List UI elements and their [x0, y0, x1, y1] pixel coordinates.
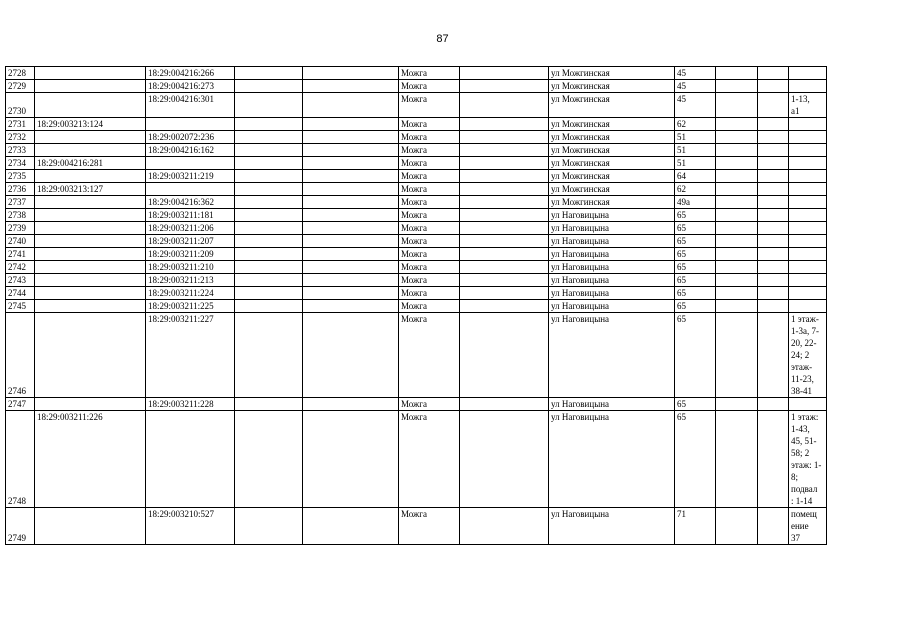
col-d [303, 67, 399, 80]
col-d [303, 235, 399, 248]
cadastral-number-b [146, 183, 235, 196]
street: ул Наговицына [549, 300, 675, 313]
house-number: 49а [675, 196, 716, 209]
col-i [716, 183, 758, 196]
cadastral-table [5, 66, 827, 545]
premises [789, 131, 827, 144]
col-f [460, 157, 549, 170]
col-c [235, 196, 303, 209]
house-number: 45 [675, 67, 716, 80]
col-f [460, 209, 549, 222]
house-number: 62 [675, 118, 716, 131]
col-d [303, 261, 399, 274]
house-number: 45 [675, 80, 716, 93]
col-j [758, 209, 789, 222]
col-d [303, 209, 399, 222]
col-i [716, 170, 758, 183]
col-j [758, 118, 789, 131]
cadastral-number-a: 18:29:003211:226 [35, 411, 146, 508]
col-f [460, 67, 549, 80]
row-number: 2744 [6, 287, 35, 300]
col-d [303, 222, 399, 235]
cadastral-number-b: 18:29:003211:181 [146, 209, 235, 222]
table-row [6, 398, 827, 411]
col-c [235, 398, 303, 411]
house-number: 65 [675, 261, 716, 274]
table-body [6, 67, 827, 545]
street: ул Можгинская [549, 93, 675, 118]
house-number: 65 [675, 411, 716, 508]
table-row [6, 170, 827, 183]
col-d [303, 248, 399, 261]
city: Можга [399, 287, 460, 300]
col-d [303, 131, 399, 144]
city: Можга [399, 235, 460, 248]
col-c [235, 131, 303, 144]
cadastral-number-b: 18:29:002072:236 [146, 131, 235, 144]
row-number: 2733 [6, 144, 35, 157]
col-c [235, 183, 303, 196]
house-number: 65 [675, 248, 716, 261]
row-number: 2734 [6, 157, 35, 170]
street: ул Можгинская [549, 67, 675, 80]
premises [789, 118, 827, 131]
row-number: 2743 [6, 274, 35, 287]
row-number: 2746 [6, 313, 35, 398]
col-j [758, 313, 789, 398]
table-row [6, 287, 827, 300]
col-d [303, 170, 399, 183]
col-i [716, 508, 758, 545]
cadastral-number-a [35, 170, 146, 183]
house-number: 45 [675, 93, 716, 118]
cadastral-number-a [35, 144, 146, 157]
cadastral-number-b: 18:29:003210:527 [146, 508, 235, 545]
col-c [235, 300, 303, 313]
row-number: 2745 [6, 300, 35, 313]
cadastral-number-a [35, 80, 146, 93]
col-d [303, 287, 399, 300]
col-d [303, 300, 399, 313]
city: Можга [399, 131, 460, 144]
city: Можга [399, 170, 460, 183]
row-number: 2736 [6, 183, 35, 196]
col-i [716, 157, 758, 170]
cadastral-number-b: 18:29:003211:224 [146, 287, 235, 300]
cadastral-number-a [35, 67, 146, 80]
street: ул Наговицына [549, 274, 675, 287]
cadastral-number-a [35, 196, 146, 209]
table-row [6, 274, 827, 287]
row-number: 2737 [6, 196, 35, 209]
street: ул Можгинская [549, 118, 675, 131]
col-f [460, 183, 549, 196]
col-f [460, 411, 549, 508]
col-i [716, 287, 758, 300]
col-c [235, 209, 303, 222]
col-j [758, 248, 789, 261]
cadastral-number-a: 18:29:003213:127 [35, 183, 146, 196]
house-number: 65 [675, 274, 716, 287]
cadastral-number-a [35, 313, 146, 398]
col-f [460, 248, 549, 261]
col-f [460, 131, 549, 144]
street: ул Наговицына [549, 398, 675, 411]
col-d [303, 80, 399, 93]
col-d [303, 157, 399, 170]
city: Можга [399, 157, 460, 170]
row-number: 2731 [6, 118, 35, 131]
table-row [6, 118, 827, 131]
cadastral-number-b: 18:29:003211:210 [146, 261, 235, 274]
street: ул Наговицына [549, 313, 675, 398]
col-c [235, 287, 303, 300]
row-number: 2741 [6, 248, 35, 261]
col-j [758, 274, 789, 287]
premises [789, 170, 827, 183]
cadastral-number-b: 18:29:004216:273 [146, 80, 235, 93]
row-number: 2747 [6, 398, 35, 411]
col-c [235, 118, 303, 131]
house-number: 51 [675, 144, 716, 157]
col-f [460, 235, 549, 248]
city: Можга [399, 398, 460, 411]
street: ул Наговицына [549, 248, 675, 261]
cadastral-number-b: 18:29:003211:219 [146, 170, 235, 183]
house-number: 65 [675, 300, 716, 313]
house-number: 65 [675, 398, 716, 411]
cadastral-number-b: 18:29:003211:207 [146, 235, 235, 248]
col-i [716, 222, 758, 235]
col-f [460, 313, 549, 398]
table-row [6, 261, 827, 274]
row-number: 2748 [6, 411, 35, 508]
premises: 1 этаж- 1-3а, 7- 20, 22- 24; 2 этаж- 11-23, 38-41 [789, 313, 827, 398]
cadastral-number-a [35, 508, 146, 545]
premises [789, 398, 827, 411]
col-i [716, 411, 758, 508]
row-number: 2732 [6, 131, 35, 144]
city: Можга [399, 274, 460, 287]
col-c [235, 508, 303, 545]
house-number: 71 [675, 508, 716, 545]
cadastral-number-b [146, 118, 235, 131]
table-row [6, 300, 827, 313]
premises [789, 274, 827, 287]
table-row [6, 80, 827, 93]
cadastral-number-b: 18:29:003211:213 [146, 274, 235, 287]
col-d [303, 196, 399, 209]
col-d [303, 118, 399, 131]
col-c [235, 235, 303, 248]
city: Можга [399, 411, 460, 508]
col-f [460, 80, 549, 93]
col-j [758, 67, 789, 80]
house-number: 65 [675, 235, 716, 248]
col-c [235, 222, 303, 235]
cadastral-number-a [35, 209, 146, 222]
street: ул Можгинская [549, 183, 675, 196]
premises: помещ ение 37 [789, 508, 827, 545]
cadastral-number-a [35, 235, 146, 248]
table-row [6, 144, 827, 157]
col-f [460, 261, 549, 274]
premises [789, 248, 827, 261]
col-c [235, 80, 303, 93]
house-number: 51 [675, 131, 716, 144]
cadastral-number-a [35, 300, 146, 313]
table-row [6, 209, 827, 222]
col-j [758, 131, 789, 144]
premises [789, 80, 827, 93]
city: Можга [399, 118, 460, 131]
col-d [303, 274, 399, 287]
col-j [758, 170, 789, 183]
col-i [716, 209, 758, 222]
premises [789, 144, 827, 157]
table-row [6, 157, 827, 170]
col-c [235, 93, 303, 118]
col-j [758, 183, 789, 196]
col-d [303, 93, 399, 118]
premises [789, 157, 827, 170]
col-f [460, 222, 549, 235]
col-d [303, 411, 399, 508]
col-c [235, 157, 303, 170]
col-d [303, 183, 399, 196]
col-j [758, 157, 789, 170]
table-row [6, 183, 827, 196]
col-c [235, 170, 303, 183]
col-j [758, 300, 789, 313]
table-row [6, 196, 827, 209]
table-row [6, 248, 827, 261]
row-number: 2735 [6, 170, 35, 183]
premises [789, 209, 827, 222]
street: ул Можгинская [549, 144, 675, 157]
col-i [716, 261, 758, 274]
col-j [758, 508, 789, 545]
cadastral-number-b [146, 411, 235, 508]
cadastral-number-a [35, 222, 146, 235]
col-j [758, 222, 789, 235]
row-number: 2738 [6, 209, 35, 222]
premises [789, 67, 827, 80]
house-number: 62 [675, 183, 716, 196]
cadastral-number-b: 18:29:003211:225 [146, 300, 235, 313]
col-j [758, 261, 789, 274]
city: Можга [399, 209, 460, 222]
street: ул Наговицына [549, 411, 675, 508]
col-f [460, 300, 549, 313]
city: Можга [399, 248, 460, 261]
col-j [758, 93, 789, 118]
row-number: 2739 [6, 222, 35, 235]
row-number: 2742 [6, 261, 35, 274]
house-number: 51 [675, 157, 716, 170]
col-f [460, 287, 549, 300]
city: Можга [399, 144, 460, 157]
col-f [460, 274, 549, 287]
col-i [716, 398, 758, 411]
col-d [303, 398, 399, 411]
premises [789, 196, 827, 209]
col-c [235, 274, 303, 287]
row-number: 2728 [6, 67, 35, 80]
table-row [6, 67, 827, 80]
cadastral-number-a [35, 261, 146, 274]
row-number: 2740 [6, 235, 35, 248]
street: ул Можгинская [549, 131, 675, 144]
street: ул Наговицына [549, 508, 675, 545]
col-i [716, 118, 758, 131]
street: ул Наговицына [549, 222, 675, 235]
cadastral-number-b: 18:29:003211:206 [146, 222, 235, 235]
house-number: 65 [675, 222, 716, 235]
col-j [758, 398, 789, 411]
col-i [716, 313, 758, 398]
table-row [6, 131, 827, 144]
city: Можга [399, 508, 460, 545]
street: ул Можгинская [549, 80, 675, 93]
street: ул Наговицына [549, 209, 675, 222]
col-i [716, 144, 758, 157]
cadastral-number-a [35, 248, 146, 261]
city: Можга [399, 93, 460, 118]
col-d [303, 508, 399, 545]
table-row [6, 411, 827, 508]
col-j [758, 80, 789, 93]
premises [789, 183, 827, 196]
col-i [716, 80, 758, 93]
col-f [460, 196, 549, 209]
cadastral-number-b: 18:29:003211:227 [146, 313, 235, 398]
premises [789, 300, 827, 313]
col-f [460, 118, 549, 131]
street: ул Наговицына [549, 261, 675, 274]
table-row [6, 508, 827, 545]
cadastral-number-b: 18:29:004216:266 [146, 67, 235, 80]
street: ул Наговицына [549, 235, 675, 248]
city: Можга [399, 261, 460, 274]
col-i [716, 235, 758, 248]
col-f [460, 398, 549, 411]
col-i [716, 300, 758, 313]
cadastral-number-b: 18:29:003211:228 [146, 398, 235, 411]
cadastral-number-b: 18:29:004216:362 [146, 196, 235, 209]
cadastral-number-b [146, 157, 235, 170]
street: ул Можгинская [549, 157, 675, 170]
col-f [460, 93, 549, 118]
cadastral-number-b: 18:29:003211:209 [146, 248, 235, 261]
street: ул Можгинская [549, 170, 675, 183]
cadastral-number-a [35, 131, 146, 144]
premises: 1-13, а1 [789, 93, 827, 118]
cadastral-number-b: 18:29:004216:301 [146, 93, 235, 118]
col-c [235, 261, 303, 274]
col-j [758, 144, 789, 157]
cadastral-number-a: 18:29:004216:281 [35, 157, 146, 170]
col-i [716, 67, 758, 80]
page-number: 87 [436, 33, 449, 45]
col-f [460, 144, 549, 157]
house-number: 64 [675, 170, 716, 183]
col-c [235, 144, 303, 157]
city: Можга [399, 222, 460, 235]
cadastral-number-a [35, 287, 146, 300]
cadastral-number-a [35, 398, 146, 411]
street: ул Наговицына [549, 287, 675, 300]
street: ул Можгинская [549, 196, 675, 209]
table-row [6, 313, 827, 398]
col-j [758, 196, 789, 209]
col-i [716, 248, 758, 261]
cadastral-number-b: 18:29:004216:162 [146, 144, 235, 157]
premises [789, 235, 827, 248]
city: Можга [399, 80, 460, 93]
premises: 1 этаж: 1-43, 45, 51- 58; 2 этаж: 1- 8; подвал : 1-14 [789, 411, 827, 508]
house-number: 65 [675, 209, 716, 222]
table-row [6, 235, 827, 248]
city: Можга [399, 313, 460, 398]
row-number: 2749 [6, 508, 35, 545]
col-f [460, 170, 549, 183]
house-number: 65 [675, 287, 716, 300]
table-row [6, 93, 827, 118]
col-j [758, 235, 789, 248]
cadastral-number-a [35, 93, 146, 118]
col-c [235, 67, 303, 80]
city: Можга [399, 67, 460, 80]
row-number: 2729 [6, 80, 35, 93]
col-j [758, 287, 789, 300]
col-c [235, 313, 303, 398]
col-d [303, 144, 399, 157]
city: Можга [399, 183, 460, 196]
col-f [460, 508, 549, 545]
table-row [6, 222, 827, 235]
col-j [758, 411, 789, 508]
premises [789, 222, 827, 235]
premises [789, 287, 827, 300]
cadastral-number-a: 18:29:003213:124 [35, 118, 146, 131]
col-i [716, 274, 758, 287]
col-d [303, 313, 399, 398]
col-i [716, 93, 758, 118]
col-i [716, 196, 758, 209]
city: Можга [399, 300, 460, 313]
col-c [235, 411, 303, 508]
house-number: 65 [675, 313, 716, 398]
city: Можга [399, 196, 460, 209]
premises [789, 261, 827, 274]
cadastral-number-a [35, 274, 146, 287]
col-i [716, 131, 758, 144]
row-number: 2730 [6, 93, 35, 118]
col-c [235, 248, 303, 261]
